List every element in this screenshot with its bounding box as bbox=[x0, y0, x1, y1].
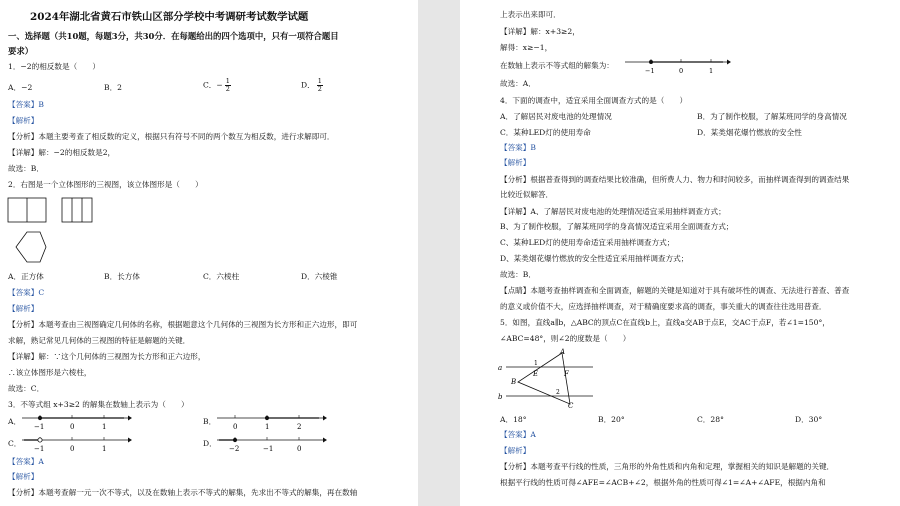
q2-answer: 【答案】C bbox=[8, 288, 45, 297]
q4-jiexi: 【解析】 bbox=[500, 158, 531, 167]
q2-stem: 2．右图是一个立体图形的三视图，该立体图形是（ ） bbox=[8, 180, 203, 189]
q2-three-views-figure bbox=[6, 196, 116, 264]
q3-solution-number-line bbox=[623, 55, 731, 75]
q2-option-c: C．六棱柱 bbox=[203, 272, 240, 281]
page-left bbox=[0, 0, 418, 506]
label-point-F: F bbox=[564, 370, 569, 378]
q1-answer: 【答案】B bbox=[8, 100, 44, 109]
q2-xiangjie-1: 【详解】解：∵这个几何体的三视图为长方形和正六边形， bbox=[8, 352, 206, 361]
svg-text:1: 1 bbox=[265, 423, 270, 431]
label-vertex-B: B bbox=[511, 378, 517, 386]
q3-answer: 【答案】A bbox=[8, 457, 44, 466]
q3-xiangjie: 【详解】解：x+3≥2， bbox=[500, 27, 580, 36]
q5-option-b: B．20° bbox=[598, 415, 625, 424]
q5-last-line: 根据平行线的性质可得∠AFE=∠ACB+∠2，根据外角的性质可得∠1=∠A+∠AFE，根据内角和 bbox=[500, 478, 826, 487]
q5-option-d: D．30° bbox=[795, 415, 823, 424]
q3-jiexi: 【解析】 bbox=[8, 472, 39, 481]
exam-title: 2024年湖北省黄石市铁山区部分学校中考调研考试数学试题 bbox=[30, 11, 309, 23]
q2-fenxi-1: 【分析】本题考查由三视图确定几何体的名称，根据题意这个几何体的三视图为长方形和正六边形，即可 bbox=[8, 320, 358, 329]
q2-option-d: D．六棱锥 bbox=[301, 272, 338, 281]
q1-option-d bbox=[301, 78, 323, 93]
q4-option-a: A．了解居民对废电池的处理情况 bbox=[500, 112, 612, 121]
q3-option-b-label: B． bbox=[203, 417, 217, 426]
q1-option-d-prefix: D． bbox=[301, 80, 315, 90]
q4-fenxi-2: 比较近似解答． bbox=[500, 190, 554, 199]
page-right bbox=[460, 0, 900, 506]
q5-jiexi: 【解析】 bbox=[500, 446, 531, 455]
label-angle-1: 1 bbox=[534, 360, 538, 367]
q5-geometry-figure bbox=[498, 346, 598, 408]
svg-text:−2: −2 bbox=[229, 445, 240, 453]
q3-number-line-a bbox=[20, 410, 132, 432]
q3-stem: 3．不等式组 x+3≥2 的解集在数轴上表示为（ ） bbox=[8, 400, 189, 409]
triangle-abc bbox=[518, 353, 570, 404]
q3-jiede: 解得：x≥−1， bbox=[500, 43, 553, 52]
q1-option-c-denominator: 2 bbox=[225, 85, 230, 93]
q4-xiangjie-3: C、某种LED灯的使用寿命适宜采用抽样调查方式； bbox=[500, 238, 675, 247]
svg-text:0: 0 bbox=[70, 445, 75, 453]
q1-option-c bbox=[203, 78, 231, 93]
q1-option-d-numerator: 1 bbox=[317, 77, 322, 85]
q1-option-b: B．2 bbox=[104, 83, 123, 92]
svg-text:2: 2 bbox=[297, 423, 302, 431]
label-vertex-C: C bbox=[568, 402, 574, 408]
q1-option-d-denominator: 2 bbox=[317, 85, 322, 93]
svg-text:−1: −1 bbox=[34, 445, 45, 453]
q1-guxuan: 故选：B． bbox=[8, 164, 44, 173]
q4-fenxi-1: 【分析】根据普查得到的调查结果比较准确，但所费人力、物力和时间较多，而抽样调查得到的调查结果 bbox=[500, 175, 850, 184]
q5-option-c: C．28° bbox=[697, 415, 724, 424]
q4-option-b: B．为了制作校服，了解某班同学的身高情况 bbox=[697, 112, 847, 121]
q5-option-a: A．18° bbox=[500, 415, 527, 424]
svg-text:1: 1 bbox=[102, 445, 107, 453]
svg-text:−1: −1 bbox=[34, 423, 45, 431]
top-view-hexagon bbox=[16, 232, 46, 262]
q5-stem-1: 5．如图，直线a∥b，△ABC的顶点C在直线b上，直线a交AB于点E，交AC于点F，若∠1=150°， bbox=[500, 318, 830, 327]
q3-number-line-b bbox=[215, 410, 327, 432]
q2-jiexi: 【解析】 bbox=[8, 304, 39, 313]
q4-xiangjie-1: 【详解】A、了解居民对废电池的处理情况适宜采用抽样调查方式； bbox=[500, 207, 726, 216]
q5-stem-2: ∠ABC=48°，则∠2的度数是（ ） bbox=[500, 334, 631, 343]
q3-option-c-label: C． bbox=[8, 439, 22, 448]
q4-stem: 4．下面的调查中，适宜采用全面调查方式的是（ ） bbox=[500, 96, 688, 105]
q3-shuzhou-text: 在数轴上表示不等式组的解集为： bbox=[500, 61, 614, 70]
label-a-line: a bbox=[498, 364, 503, 372]
page-gutter bbox=[418, 0, 460, 506]
q1-option-c-numerator: 1 bbox=[225, 77, 230, 85]
q1-option-a: A．−2 bbox=[8, 83, 33, 92]
svg-text:0: 0 bbox=[679, 67, 684, 75]
q4-dianjing-1: 【点睛】本题考查抽样调查和全面调查，解题的关键是知道对于具有破坏性的调查、无法进行普查、普查 bbox=[500, 286, 850, 295]
q1-jiexi: 【解析】 bbox=[8, 116, 39, 125]
label-angle-2: 2 bbox=[556, 389, 560, 396]
q2-option-b: B．长方体 bbox=[104, 272, 140, 281]
q4-dianjing-2: 的意义或价值不大，应选择抽样调查，对于精确度要求高的调查，事关重大的调查往往选用普查． bbox=[500, 302, 827, 311]
q1-stem: 1．−2的相反数是（ ） bbox=[8, 62, 100, 71]
q3-guxuan: 故选：A． bbox=[500, 79, 536, 88]
svg-text:0: 0 bbox=[70, 423, 75, 431]
q2-option-a: A．正方体 bbox=[8, 272, 44, 281]
label-b-line: b bbox=[498, 393, 503, 401]
q3-option-a-label: A． bbox=[8, 417, 22, 426]
q3-cont-line: 上表示出来即可． bbox=[500, 10, 561, 19]
q4-option-d: D．某类烟花爆竹燃放的安全性 bbox=[697, 128, 802, 137]
svg-text:−1: −1 bbox=[645, 67, 655, 75]
q1-xiangjie: 【详解】解：−2的相反数是2， bbox=[8, 148, 116, 157]
q3-option-d-label: D． bbox=[203, 439, 217, 448]
q4-answer: 【答案】B bbox=[500, 143, 536, 152]
q4-xiangjie-4: D、某类烟花爆竹燃放的安全性适宜采用抽样调查方式； bbox=[500, 254, 689, 263]
label-point-E: E bbox=[533, 370, 539, 378]
q1-fenxi: 【分析】本题主要考查了相反数的定义，根据只有符号不同的两个数互为相反数，进行求解即可． bbox=[8, 132, 335, 141]
side-view bbox=[62, 198, 92, 222]
svg-text:1: 1 bbox=[102, 423, 107, 431]
q5-answer: 【答案】A bbox=[500, 430, 536, 439]
q3-number-line-c bbox=[20, 432, 132, 454]
svg-text:0: 0 bbox=[233, 423, 238, 431]
label-vertex-A: A bbox=[560, 348, 566, 356]
q4-xiangjie-2: B、为了制作校服，了解某班同学的身高情况适宜采用全面调查方式； bbox=[500, 222, 734, 231]
q2-fenxi-2: 求解，熟记常见几何体的三视图的特征是解题的关键． bbox=[8, 336, 191, 345]
q2-guxuan: 故选：C． bbox=[8, 384, 45, 393]
q1-option-c-prefix: C．− bbox=[203, 80, 223, 90]
svg-text:1: 1 bbox=[709, 67, 714, 75]
q3-fenxi: 【分析】本题考查解一元一次不等式，以及在数轴上表示不等式的解集，先求出不等式的解集，再在数轴 bbox=[8, 488, 358, 497]
q5-fenxi: 【分析】本题考查平行线的性质，三角形的外角性质和内角和定理，掌握相关的知识是解题的关键． bbox=[500, 462, 835, 471]
q2-xiangjie-2: ∴该立体图形是六棱柱， bbox=[8, 368, 92, 377]
q3-number-line-d bbox=[215, 432, 327, 454]
svg-text:−1: −1 bbox=[263, 445, 274, 453]
section-1-heading-cont: 要求） bbox=[8, 46, 34, 56]
svg-text:0: 0 bbox=[297, 445, 302, 453]
q4-guxuan: 故选：B． bbox=[500, 270, 536, 279]
q4-option-c: C．某种LED灯的使用寿命 bbox=[500, 128, 591, 137]
section-1-heading: 一、选择题（共10题，每题3分，共30分．在每题给出的四个选项中，只有一项符合题目 bbox=[8, 31, 339, 41]
